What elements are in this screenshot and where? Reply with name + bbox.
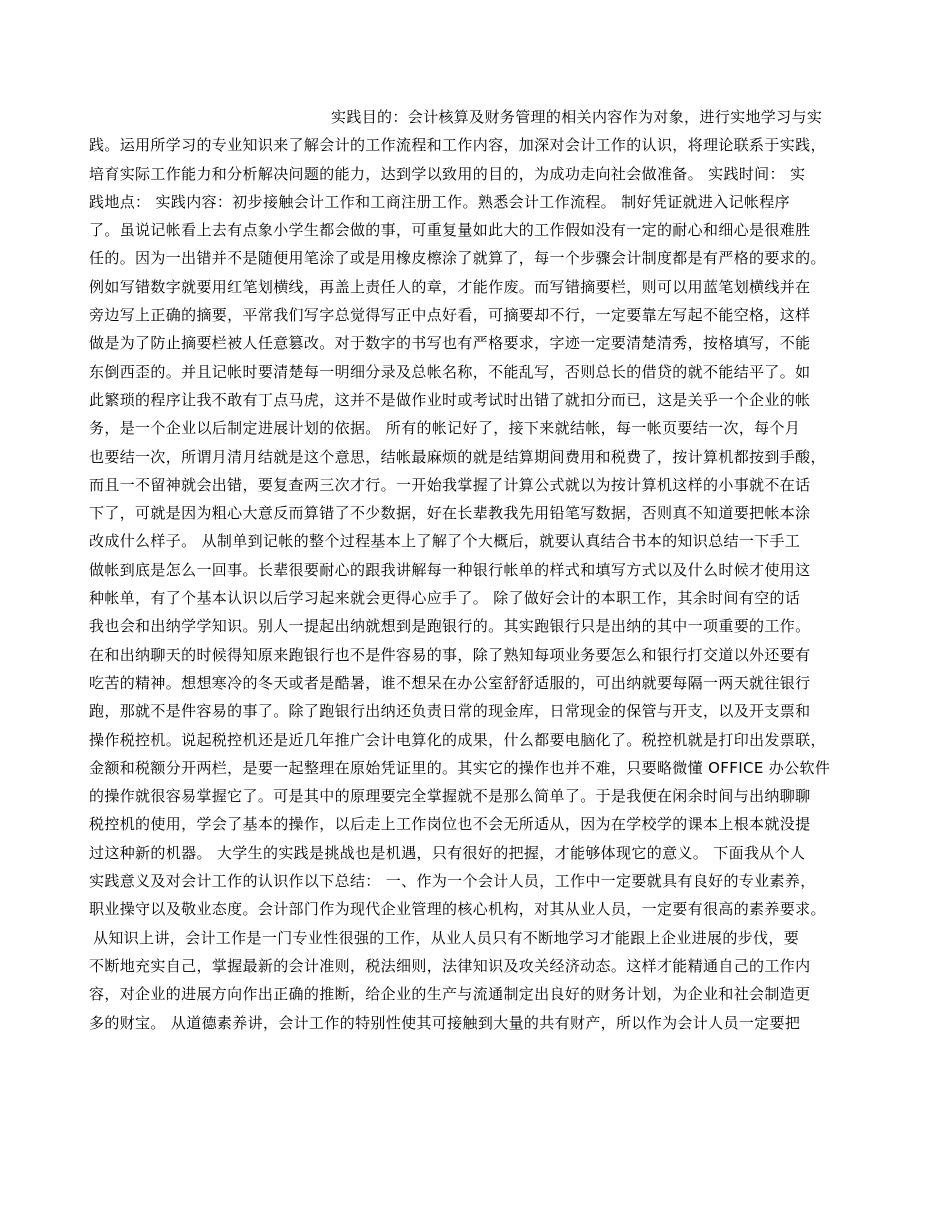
text-line: 种帐单，有了个基本认识以后学习起来就会更得心应手了。 除了做好会计的本职工作，其余时间有空的话: [89, 589, 801, 608]
text-line: 过这种新的机器。 大学生的实践是挑战也是机遇，只有很好的把握，才能够体现它的意义。 下面我从个人: [89, 843, 806, 862]
text-line: 践。运用所学习的专业知识来了解会计的工作流程和工作内容，加深对会计工作的认识，将理论联系于实践，: [89, 136, 826, 155]
text-line: 实践意义及对会计工作的认识作以下总结： 一、作为一个会计人员，工作中一定要就具有良好的专业素养，: [89, 872, 816, 891]
text-line: 下了，可就是因为粗心大意反而算错了不少数据，好在长辈教我先用铅笔写数据，否则真不知道要把帐本涂: [89, 504, 811, 523]
text-line: 而且一不留神就会出错，要复查两三次才行。一开始我掌握了计算公式就以为按计算机这样的小事就不在话: [89, 475, 811, 494]
text-line: 做帐到底是怎么一回事。长辈很要耐心的跟我讲解每一种银行帐单的样式和填写方式以及什么时候才使用这: [89, 560, 811, 579]
text-line: 多的财宝。 从道德素养讲，会计工作的特别性使其可接触到大量的共有财产，所以作为会计人员一定要把: [89, 1013, 801, 1032]
text-line: 东倒西歪的。并且记帐时要清楚每一明细分录及总帐名称，不能乱写，否则总长的借贷的就不能结平了。如: [89, 362, 811, 381]
text-line: 做是为了防止摘要栏被人任意篡改。对于数字的书写也有严格要求，字迹一定要清楚清秀，按格填写，不能: [89, 334, 811, 353]
text-line: 务，是一个企业以后制定进展计划的依据。 所有的帐记好了，接下来就结帐，每一帐页要结一次，每个月: [89, 419, 801, 438]
text-line: 职业操守以及敬业态度。会计部门作为现代企业管理的核心机构，对其从业人员，一定要有很高的素养要求。: [89, 900, 826, 919]
text-line: 容，对企业的进展方向作出正确的推断，给企业的生产与流通制定出良好的财务计划，为企业和社会制造更: [89, 985, 811, 1004]
text-line: 从知识上讲，会计工作是一门专业性很强的工作，从业人员只有不断地学习才能跟上企业进展的步伐，要: [93, 928, 800, 947]
text-line: 税控机的使用，学会了基本的操作，以后走上工作岗位也不会无所适从，因为在学校学的课本上根本就没提: [89, 815, 811, 834]
text-line: 旁边写上正确的摘要，平常我们写字总觉得写正中点好看，可摘要却不行，一定要靠左写起不能空格，这样: [89, 306, 811, 325]
text-line: 改成什么样子。 从制单到记帐的整个过程基本上了解了个大概后，就要认真结合书本的知识总结一下手工: [89, 532, 801, 551]
text-line: 例如写错数字就要用红笔划横线，再盖上责任人的章，才能作废。而写错摘要栏，则可以用蓝笔划横线并在: [89, 277, 811, 296]
text-line: 我也会和出纳学学知识。别人一提起出纳就想到是跑银行的。其实跑银行只是出纳的其中一项重要的工作。: [89, 617, 811, 636]
text-line: 了。虽说记帐看上去有点象小学生都会做的事，可重复量如此大的工作假如没有一定的耐心和细心是很难胜: [89, 221, 811, 240]
text-line: 实践目的：会计核算及财务管理的相关内容作为对象，进行实地学习与实: [331, 108, 823, 126]
text-line: 金额和税额分开两栏，是要一起整理在原始凭证里的。其实它的操作也并不难，只要略微懂 OFFICE 办公软件: [89, 758, 831, 777]
text-line: 操作税控机。说起税控机还是近几年推广会计电算化的成果，什么都要电脑化了。税控机就是打印出发票联，: [89, 730, 826, 749]
text-line: 培育实际工作能力和分析解决问题的能力，达到学以致用的目的，为成功走向社会做准备。 实践时间： 实: [89, 164, 806, 183]
text-line: 在和出纳聊天的时候得知原来跑银行也不是件容易的事，除了熟知每项业务要怎么和银行打交道以外还要有: [89, 645, 811, 664]
text-line: 的操作就很容易掌握它了。可是其中的原理要完全掌握就不是那么简单了。于是我便在闲余时间与出纳聊聊: [89, 787, 811, 806]
body-text: [89, 103, 869, 1037]
text-line: 吃苦的精神。想想寒冷的冬天或者是酷暑，谁不想呆在办公室舒舒适服的，可出纳就要每隔一两天就往银行: [89, 673, 811, 692]
text-line: 也要结一次，所谓月清月结就是这个意思，结帐最麻烦的就是结算期间费用和税费了，按计算机都按到手酸，: [89, 447, 826, 466]
text-line: 跑，那就不是件容易的事了。除了跑银行出纳还负责日常的现金库，日常现金的保管与开支，以及开支票和: [89, 702, 811, 721]
text-line: 不断地充实自己，掌握最新的会计准则，税法细则，法律知识及攻关经济动态。这样才能精通自己的工作内: [89, 956, 811, 975]
text-line: 任的。因为一出错并不是随便用笔涂了或是用橡皮檫涂了就算了，每一个步骤会计制度都是有严格的要求的。: [89, 249, 826, 268]
text-line: 此繁琐的程序让我不敢有丁点马虎，这并不是做作业时或考试时出错了就扣分而已，这是关乎一个企业的帐: [89, 390, 811, 409]
text-line: 践地点： 实践内容：初步接触会计工作和工商注册工作。熟悉会计工作流程。 制好凭证就进入记帐程序: [89, 192, 790, 211]
